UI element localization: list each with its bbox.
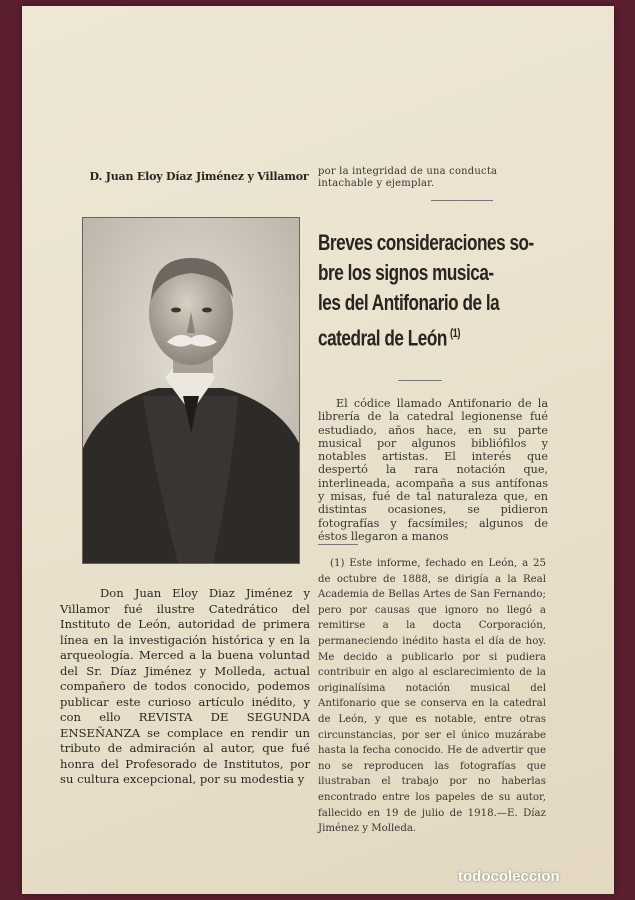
left-column — [58, 170, 310, 183]
right-column — [318, 166, 546, 201]
watermark-logo: todocoleccion — [458, 868, 560, 885]
heading-line: bre los signos musica- — [318, 260, 494, 285]
footnote-text: (1) Este informe, fechado en León, a 25 de octubre de 1888, se dirigía a la Real Academia de Bellas Artes de San Fernando; pero por causas que ignoro no llegó a remitirse a la docta Corporación, permaneciendo inédito hasta el día de hoy. Me decido a publicarlo por si pudiera contribuir en algo al esclarecimiento de la originalísima notación musical del Antifonario que se conserva en la catedral de León, y que es notable, entre otras circunstancias, por ser el único muzárabe hasta la fecha conocido. He de advertir que no se reproducen las fotografías que ilustraban el trabajo por no haberlas encontrado entre los papeles de su autor, fallecido en 19 de julio de 1918.—E. Díaz Jiménez y Molleda. — [318, 558, 546, 835]
portrait-caption: D. Juan Eloy Díaz Jiménez y Villamor — [89, 170, 309, 183]
heading-line-text: catedral de León — [318, 325, 447, 351]
heading-divider — [398, 380, 442, 381]
portrait-photo — [82, 217, 300, 564]
continued-text: por la integridad de una conducta intachable y ejemplar. — [318, 166, 498, 189]
heading-line — [318, 318, 502, 353]
article-body-text: El códice llamado Antifonario de la librería de la catedral legionense fué estudiado, años hace, en su parte musical por algunos bibliófilos y notables artistas. El interés que despertó la rara notación que, interlineada, acompaña a sus antífonas y misas, fué de tal naturaleza que, en distintas ocasiones, se pidieron fotografías y facsímiles; algunos de éstos llegaron a manos — [318, 397, 548, 543]
footnote-divider — [318, 544, 358, 545]
heading-line: les del Antifonario de la — [318, 290, 500, 315]
article-heading — [318, 228, 534, 353]
heading-line: Breves consideraciones so- — [318, 230, 534, 255]
portrait-illustration — [83, 218, 299, 563]
footnote-mark: (1) — [450, 326, 461, 340]
divider-rule — [431, 200, 493, 201]
left-body-text: Don Juan Eloy Diaz Jiménez y Villamor fué ilustre Catedrático del Instituto de León, autoridad de primera línea en la investigación histórica y en la arqueología. Merced a la buena voluntad del Sr. Díaz Jiménez y Molleda, actual compañero de todos conocido, podemos publicar este curioso artículo inédito, y con ello REVISTA DE SEGUNDA ENSEÑANZA se complace en rendir un tributo de admiración al autor, que fué honra del Profesorado de Institutos, por su cultura excepcional, por su modestia y — [60, 586, 310, 786]
